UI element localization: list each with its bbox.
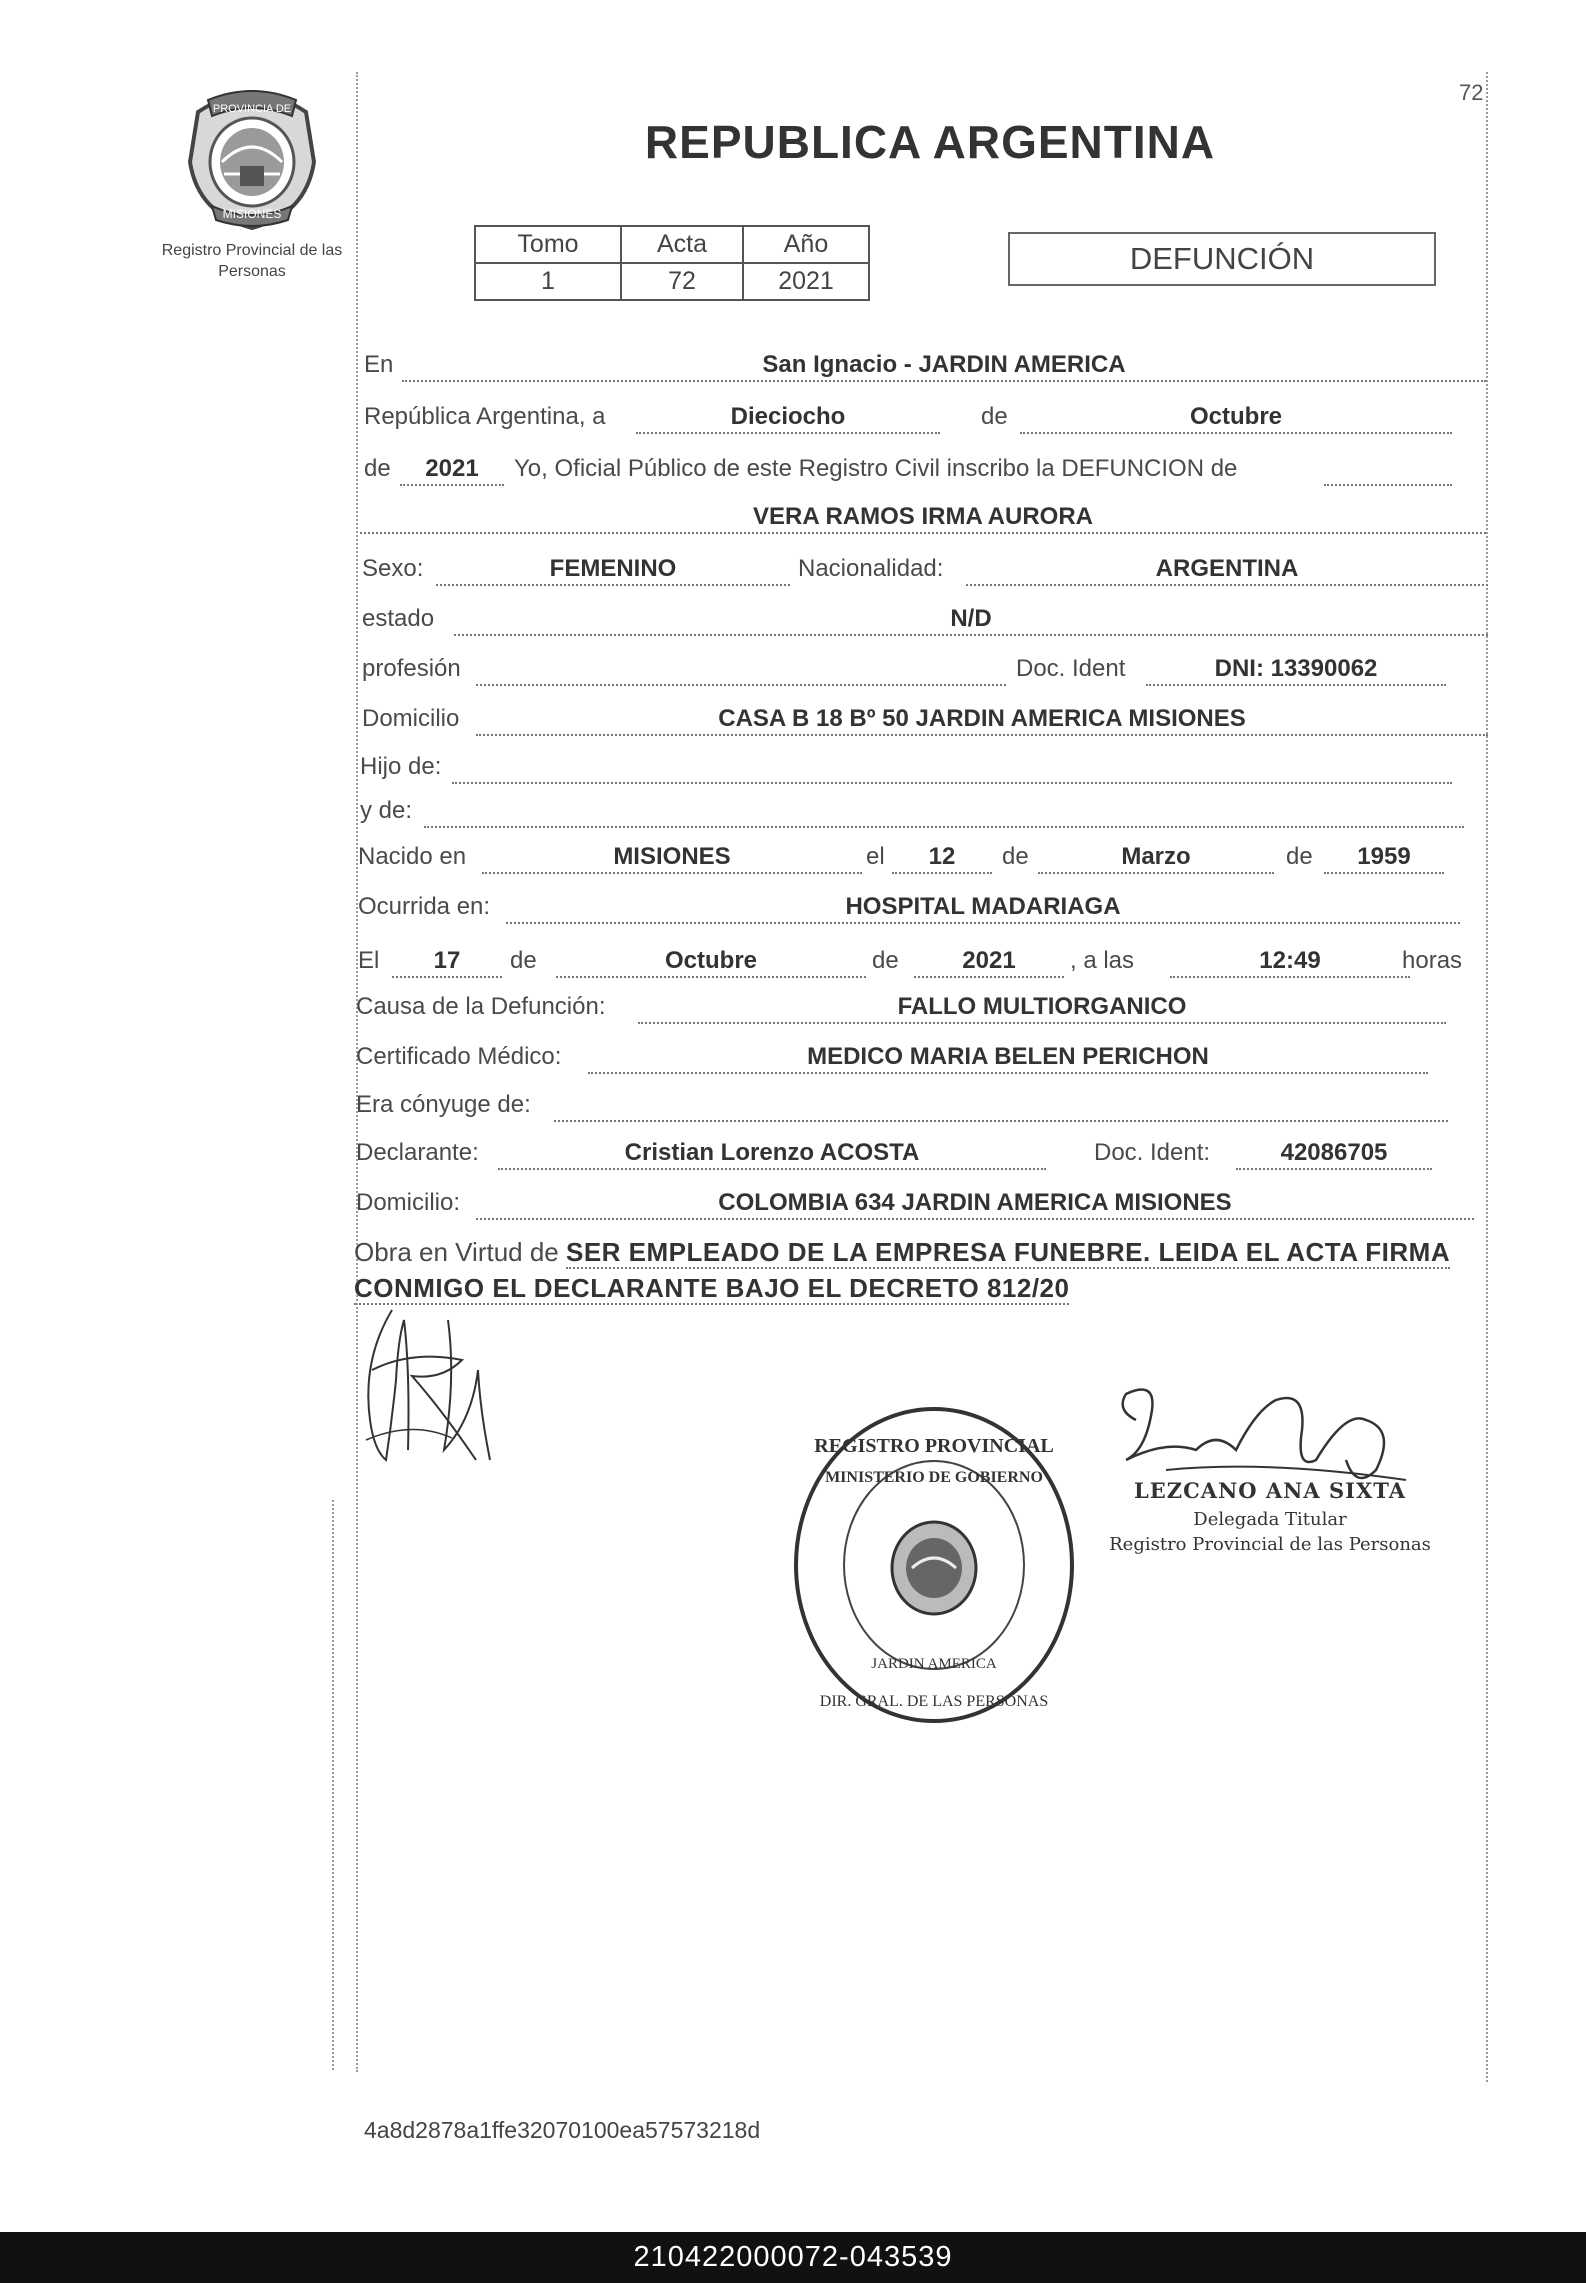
registrar-role: Delegada Titular (1193, 1509, 1347, 1530)
label-profesion: profesión (362, 655, 461, 682)
label-de: de (981, 403, 1008, 430)
row-death-date (358, 946, 1478, 980)
label-doc-ident-declarante: Doc. Ident: (1094, 1139, 1211, 1166)
field-declarante-doc: 42086705 (1236, 1138, 1432, 1170)
row-certificado (356, 1042, 1476, 1076)
row-nacido (358, 842, 1478, 876)
registrar-office: Registro Provincial de las Personas (1109, 1534, 1431, 1555)
field-estado: N/D (454, 604, 1488, 636)
label-estado: estado (362, 605, 435, 632)
row-estado (362, 604, 1488, 638)
row-ocurrida (358, 892, 1478, 926)
label-hijo: Hijo de: (360, 753, 442, 780)
field-nacionalidad: ARGENTINA (966, 554, 1488, 586)
field-sexo: FEMENINO (436, 554, 790, 586)
field-declarante: Cristian Lorenzo ACOSTA (498, 1138, 1046, 1170)
declarant-signature (352, 1300, 502, 1470)
field-obra: SER EMPLEADO DE LA EMPRESA FUNEBRE. LEIDA EL ACTA FIRMA CONMIGO EL DECLARANTE BAJO EL DECRETO 812/20 (354, 1237, 1451, 1303)
field-place: San Ignacio - JARDIN AMERICA (402, 350, 1486, 382)
obra-paragraph (354, 1234, 1474, 1306)
label-a-las: , a las (1070, 947, 1135, 974)
field-birth-year: 1959 (1324, 842, 1444, 874)
label-en: En (364, 351, 394, 378)
svg-text:REGISTRO PROVINCIAL: REGISTRO PROVINCIAL (814, 1435, 1054, 1457)
register-value-tomo: 1 (475, 263, 621, 300)
field-birth-day: 12 (892, 842, 992, 874)
row-domicilio (362, 704, 1488, 738)
row-declarante (356, 1138, 1476, 1172)
label-de-birth-month: de (1002, 843, 1029, 870)
field-death-day: 17 (392, 946, 502, 978)
page-number: 72 (1459, 80, 1484, 105)
row-profesion (362, 654, 1488, 688)
row-conyuge (356, 1090, 1476, 1124)
field-year: 2021 (400, 454, 504, 486)
label-de-birth-year: de (1286, 843, 1313, 870)
field-declarante-domicilio: COLOMBIA 634 JARDIN AMERICA MISIONES (476, 1188, 1474, 1220)
page-title: REPUBLICA ARGENTINA (644, 116, 1216, 168)
register-value-ano: 2021 (743, 263, 869, 300)
label-de-year: de (364, 455, 391, 482)
row-year (364, 454, 1488, 488)
field-nacido-en: MISIONES (482, 842, 862, 874)
label-conyuge: Era cónyuge de: (356, 1091, 531, 1118)
document-type-box: DEFUNCIÓN (1008, 232, 1436, 286)
document-hash: 4a8d2878a1ffe32070100ea57573218d (364, 2117, 761, 2143)
label-obra: Obra en Virtud de (354, 1237, 559, 1267)
row-causa (356, 992, 1476, 1026)
register-value-row (475, 263, 869, 300)
field-deceased-name: VERA RAMOS IRMA AURORA (360, 502, 1486, 534)
svg-text:JARDIN AMERICA: JARDIN AMERICA (871, 1656, 997, 1672)
label-oficial: Yo, Oficial Público de este Registro Civil inscribo la DEFUNCION de (514, 455, 1238, 482)
logo-caption: Registro Provincial de las Personas (161, 242, 343, 280)
svg-text:MISIONES: MISIONES (222, 207, 282, 221)
label-certificado: Certificado Médico: (356, 1043, 562, 1070)
field-day-text: Dieciocho (636, 402, 940, 434)
registrar-name: LEZCANO ANA SIXTA (1133, 1478, 1407, 1503)
svg-text:MINISTERIO DE GOBIERNO: MINISTERIO DE GOBIERNO (825, 1469, 1043, 1486)
official-seal (784, 1400, 1084, 1730)
row-deceased-name (360, 502, 1488, 536)
label-de-death-year: de (872, 947, 899, 974)
label-republica: República Argentina, a (364, 403, 606, 430)
svg-text:PROVINCIA DE: PROVINCIA DE (212, 103, 292, 115)
field-death-month: Octubre (556, 946, 866, 978)
field-doc-ident: DNI: 13390062 (1146, 654, 1446, 686)
field-birth-month: Marzo (1038, 842, 1274, 874)
field-month-text: Octubre (1020, 402, 1452, 434)
label-y-de: y de: (360, 797, 413, 824)
row-date (364, 402, 1488, 436)
register-table (474, 225, 870, 301)
label-horas: horas (1402, 947, 1463, 974)
label-el: el (866, 843, 885, 870)
footer-id-bar: 210422000072-043539 (0, 2232, 1586, 2283)
svg-text:DIR. GRAL. DE LAS PERSONAS: DIR. GRAL. DE LAS PERSONAS (819, 1693, 1049, 1710)
field-year-trailing (1324, 454, 1452, 486)
register-header-acta: Acta (621, 226, 743, 263)
label-sexo: Sexo: (362, 555, 424, 582)
field-ocurrida: HOSPITAL MADARIAGA (506, 892, 1460, 924)
register-header-ano: Año (743, 226, 869, 263)
field-certificado: MEDICO MARIA BELEN PERICHON (588, 1042, 1428, 1074)
field-y-de (424, 796, 1464, 828)
label-causa: Causa de la Defunción: (356, 993, 606, 1020)
register-header-tomo: Tomo (475, 226, 621, 263)
field-death-year: 2021 (914, 946, 1064, 978)
row-y-de (360, 796, 1474, 830)
label-declarante: Declarante: (356, 1139, 479, 1166)
row-domicilio-declarante (356, 1188, 1476, 1222)
field-profesion (476, 654, 1006, 686)
row-sexo (362, 554, 1488, 588)
label-nacionalidad: Nacionalidad: (798, 555, 944, 582)
field-causa: FALLO MULTIORGANICO (638, 992, 1446, 1024)
coat-of-arms-logo (178, 82, 326, 230)
row-place (364, 350, 1488, 384)
field-death-time: 12:49 (1170, 946, 1410, 978)
register-header-row (475, 226, 869, 263)
field-conyuge (554, 1090, 1448, 1122)
label-doc-ident: Doc. Ident (1016, 655, 1126, 682)
label-nacido: Nacido en (358, 843, 467, 870)
label-domicilio-declarante: Domicilio: (356, 1189, 461, 1216)
row-hijo (360, 752, 1474, 786)
field-domicilio: CASA B 18 Bº 50 JARDIN AMERICA MISIONES (476, 704, 1488, 736)
label-el-death: El (358, 947, 380, 974)
registrar-signature-block (1100, 1478, 1440, 1555)
label-de-death-month: de (510, 947, 537, 974)
label-domicilio: Domicilio (362, 705, 460, 732)
field-hijo (452, 752, 1452, 784)
label-ocurrida: Ocurrida en: (358, 893, 491, 920)
register-value-acta: 72 (621, 263, 743, 300)
left-outer-line (332, 1500, 334, 2070)
